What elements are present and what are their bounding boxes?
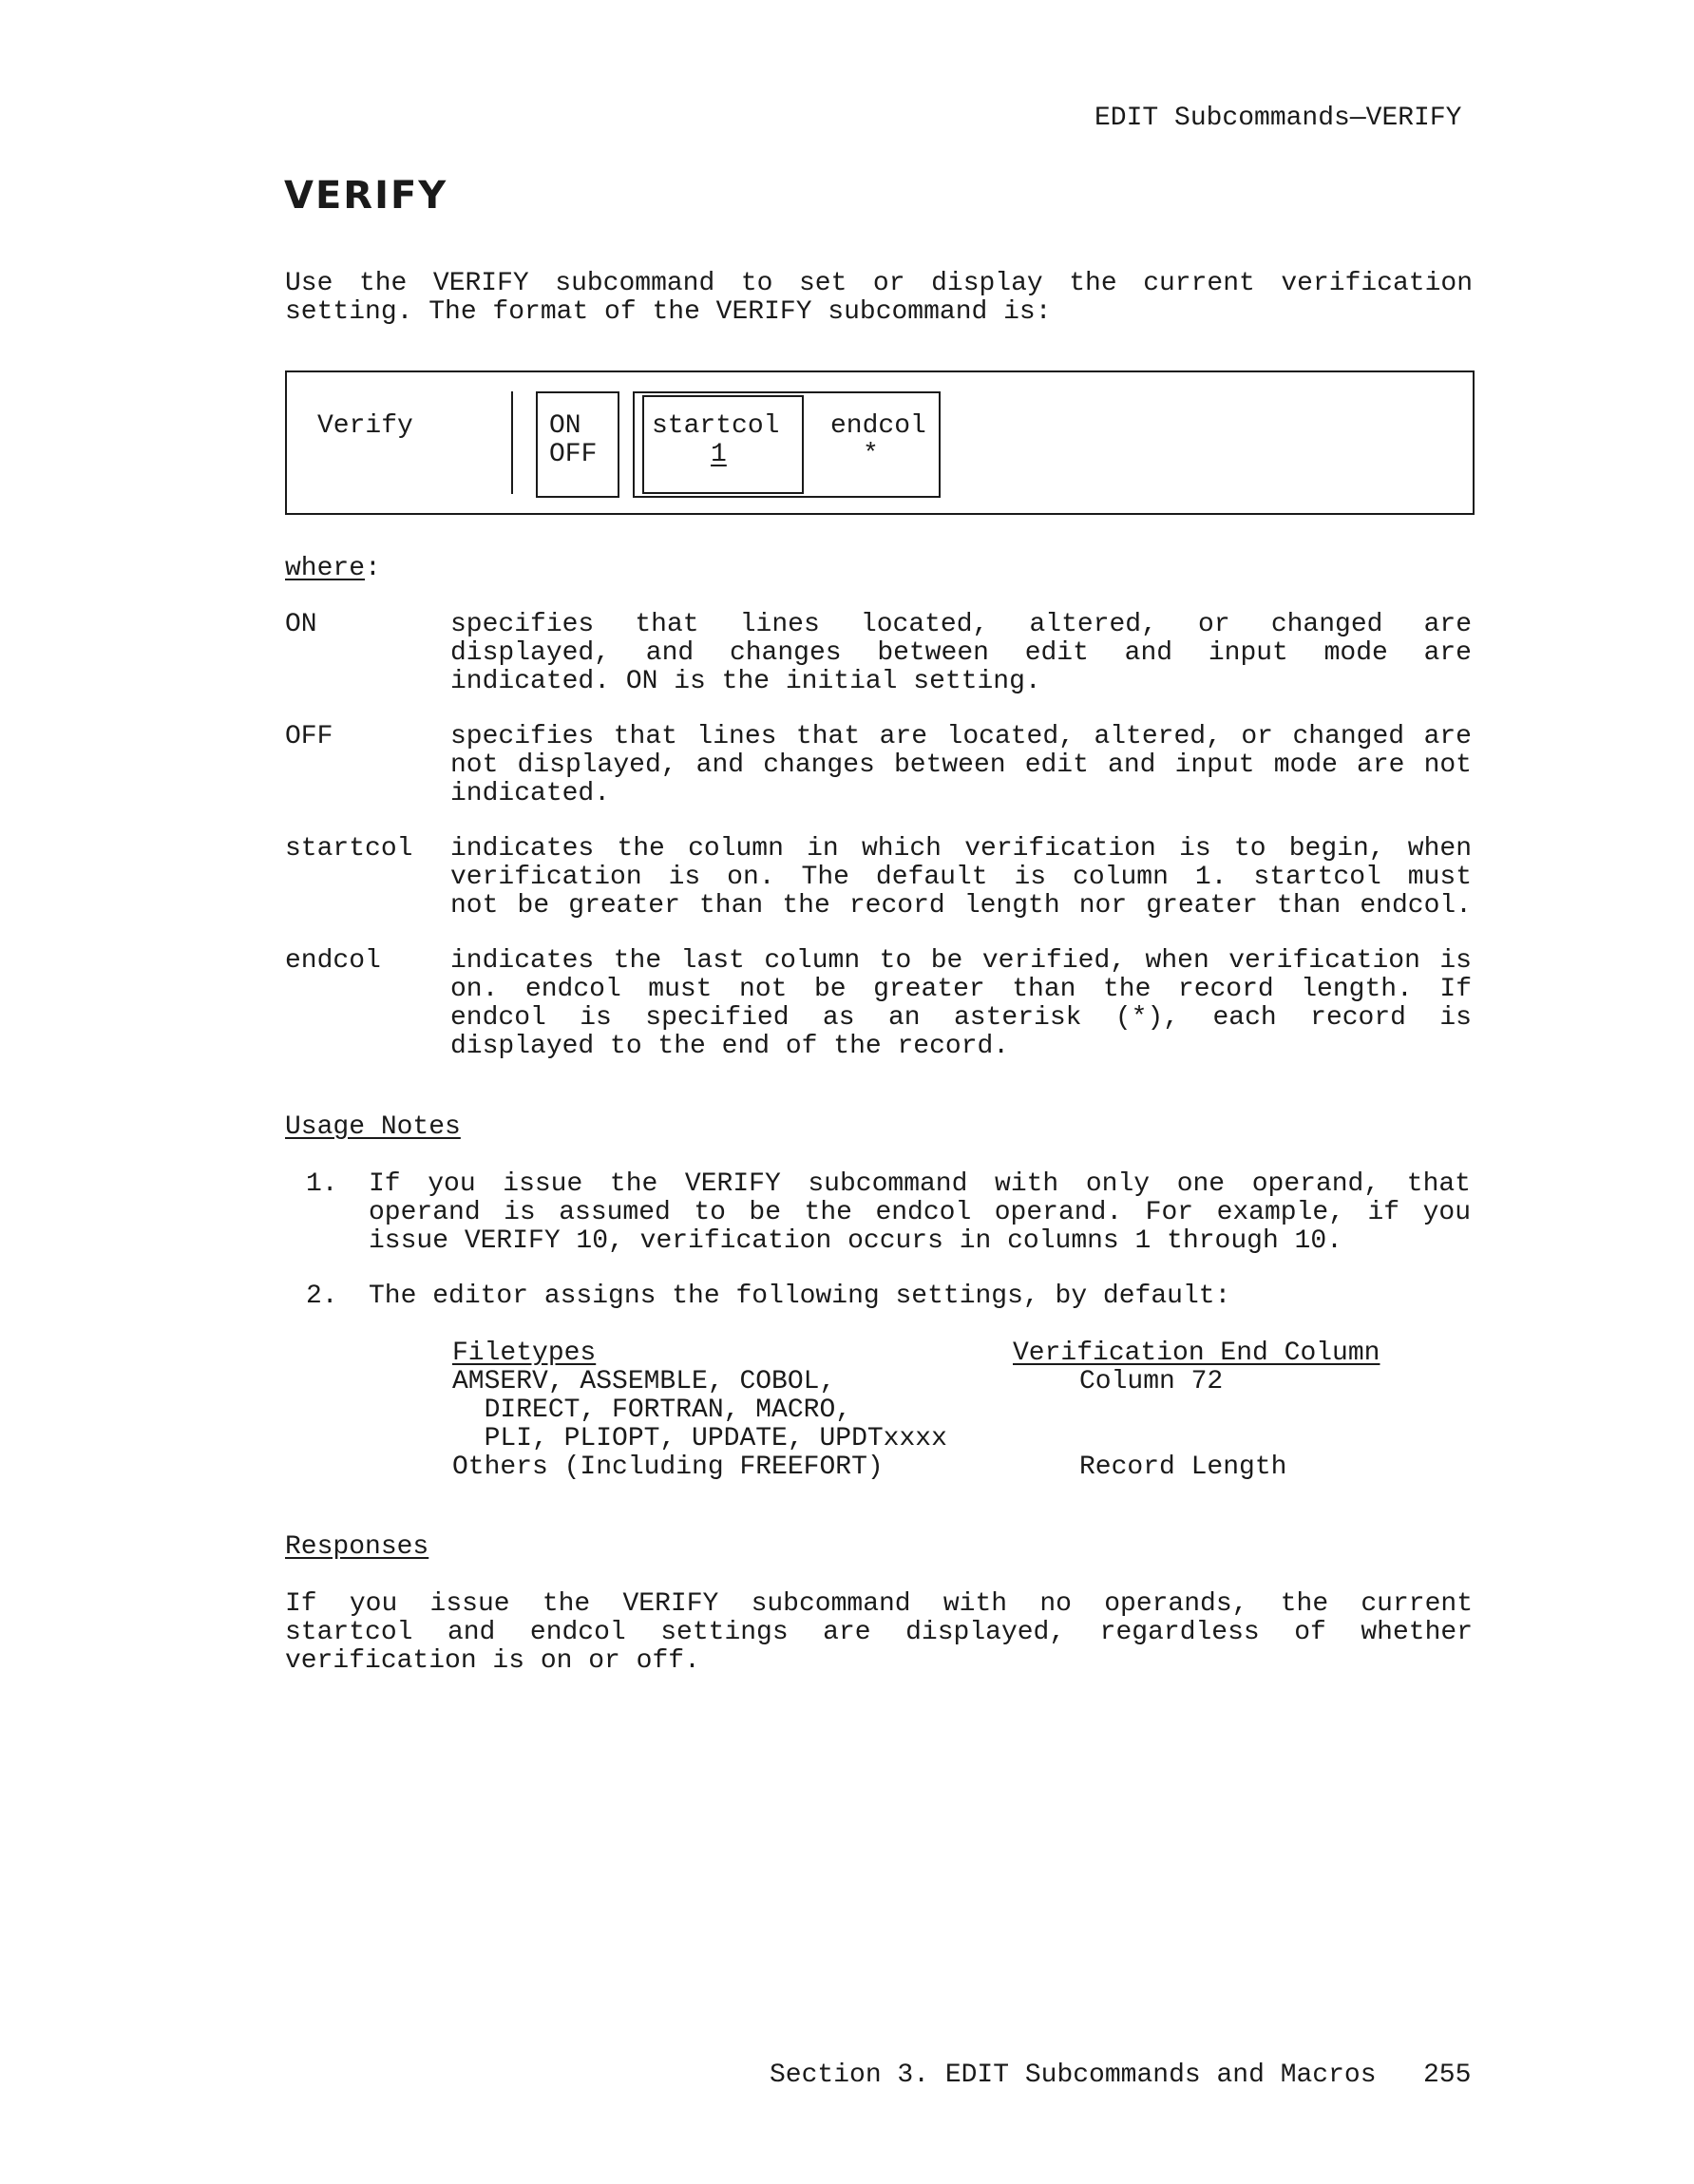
def-startcol-line-2: verification is on. The default is column 1. startcol must [450, 863, 1472, 892]
intro-line-1: Use the VERIFY subcommand to set or display the current verification [285, 269, 1473, 298]
def-term-startcol: startcol [285, 834, 413, 864]
responses-line-3: verification is on or off. [285, 1646, 700, 1676]
note-1-line-3: issue VERIFY 10, verification occurs in columns 1 through 10. [369, 1226, 1342, 1256]
def-body-off [450, 723, 1472, 808]
intro-paragraph [285, 270, 1473, 327]
where-label [285, 555, 381, 583]
footer-section-title: Section 3. EDIT Subcommands and Macros [770, 2061, 1377, 2090]
intro-line-2: setting. The format of the VERIFY subcommand is: [285, 297, 1052, 327]
syntax-startcol-default: 1 [711, 440, 727, 469]
usage-notes-heading: Usage Notes [285, 1112, 461, 1142]
def-on-line-1: specifies that lines located, altered, or changed are [450, 610, 1472, 639]
note-number-2: 2. [306, 1282, 338, 1311]
where-colon: : [365, 554, 381, 583]
syntax-off: OFF [549, 440, 598, 469]
def-body-on [450, 611, 1472, 696]
table-row-filetypes: AMSERV, ASSEMBLE, COBOL, [452, 1367, 836, 1396]
running-head: EDIT Subcommands—VERIFY [1094, 104, 1462, 133]
table-row-filetypes: Others (Including FREEFORT) [452, 1453, 884, 1482]
def-on-line-2: displayed, and changes between edit and input mode are [450, 638, 1472, 668]
def-body-endcol [450, 947, 1472, 1061]
syntax-on: ON [549, 411, 581, 441]
table-header-end-column: Verification End Column [1013, 1339, 1380, 1368]
note-1-line-2: operand is assumed to be the endcol operand. For example, if you [369, 1198, 1471, 1227]
responses-paragraph [285, 1590, 1473, 1676]
syntax-endcol: endcol [830, 411, 926, 441]
responses-line-2: startcol and endcol settings are displayed, regardless of whether [285, 1618, 1473, 1647]
def-off-line-3: indicated. [450, 779, 611, 808]
note-body-2 [369, 1282, 1471, 1311]
where-word: where [285, 554, 366, 583]
page-title: VERIFY [284, 174, 448, 218]
note-body-1 [369, 1170, 1471, 1256]
syntax-startcol: startcol [652, 411, 780, 441]
def-endcol-line-3: endcol is specified as an asterisk (*), each record is [450, 1003, 1472, 1033]
def-term-on: ON [285, 610, 317, 639]
responses-line-1: If you issue the VERIFY subcommand with no operands, the current [285, 1589, 1473, 1619]
syntax-endcol-default: * [863, 440, 879, 469]
note-number-1: 1. [306, 1169, 338, 1199]
footer-page-number: 255 [1423, 2061, 1472, 2090]
table-row-column: Record Length [1079, 1453, 1287, 1482]
table-row-column: Column 72 [1079, 1367, 1224, 1396]
note-1-line-1: If you issue the VERIFY subcommand with only one operand, that [369, 1169, 1471, 1199]
def-endcol-line-4: displayed to the end of the record. [450, 1032, 1010, 1061]
table-row-filetypes: DIRECT, FORTRAN, MACRO, [452, 1396, 852, 1425]
def-off-line-1: specifies that lines that are located, altered, or changed are [450, 722, 1472, 751]
def-startcol-line-3: not be greater than the record length nor greater than endcol. [450, 891, 1472, 921]
syntax-divider [511, 391, 513, 494]
def-endcol-line-2: on. endcol must not be greater than the record length. If [450, 975, 1472, 1004]
note-2-line-1: The editor assigns the following settings, by default: [369, 1282, 1231, 1311]
def-term-endcol: endcol [285, 946, 381, 976]
syntax-command: Verify [317, 411, 413, 441]
def-on-line-3: indicated. ON is the initial setting. [450, 667, 1041, 696]
responses-heading: Responses [285, 1532, 429, 1562]
syntax-box [285, 370, 1475, 515]
table-row-filetypes: PLI, PLIOPT, UPDATE, UPDTxxxx [452, 1424, 947, 1453]
def-body-startcol [450, 835, 1472, 921]
table-header-filetypes: Filetypes [452, 1339, 597, 1368]
def-endcol-line-1: indicates the last column to be verified, when verification is [450, 946, 1472, 976]
def-term-off: OFF [285, 722, 333, 751]
def-startcol-line-1: indicates the column in which verification is to begin, when [450, 834, 1472, 864]
def-off-line-2: not displayed, and changes between edit and input mode are not [450, 750, 1472, 780]
